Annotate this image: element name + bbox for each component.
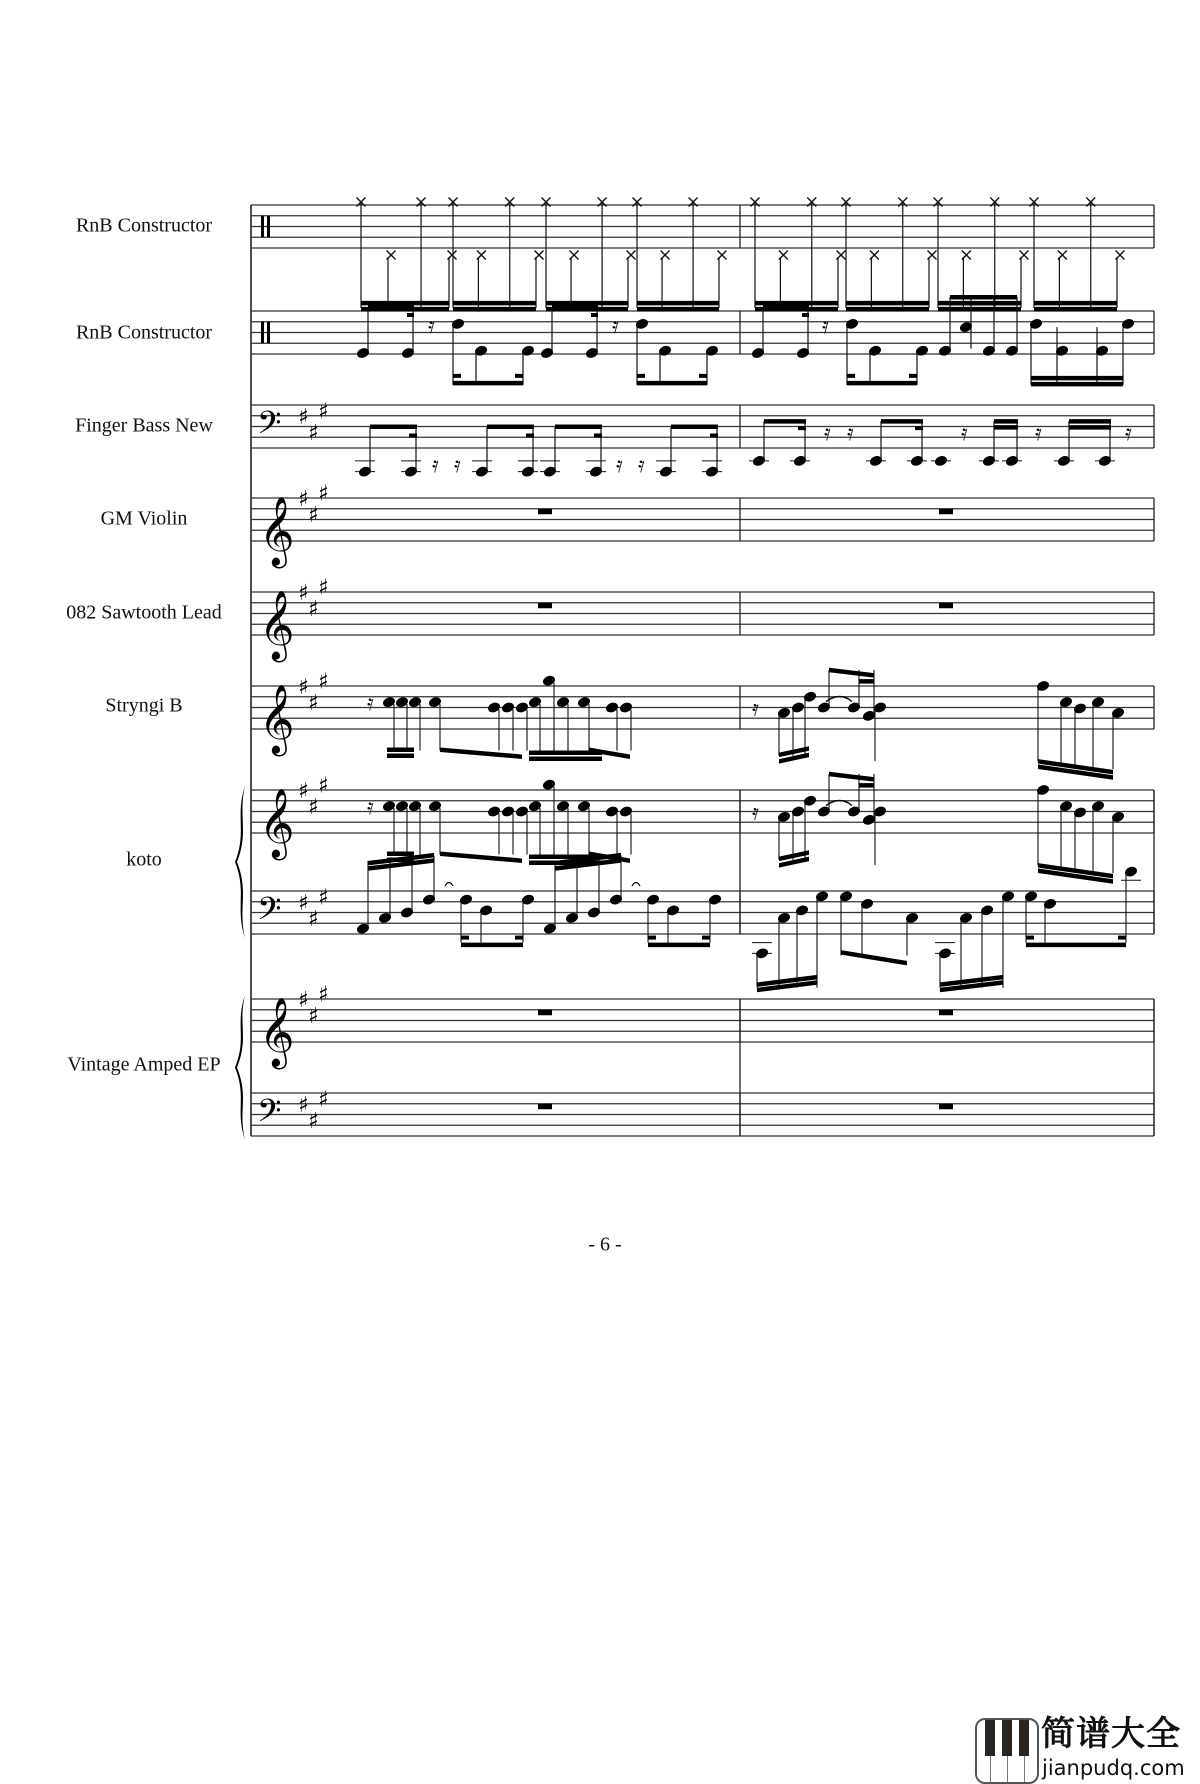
whole-rest-icon xyxy=(939,509,953,515)
svg-text:♯: ♯ xyxy=(308,1108,319,1134)
svg-text:♯: ♯ xyxy=(298,404,309,430)
sixteenth-rest-icon: 𝄿 xyxy=(1035,420,1042,446)
key-signature-icon xyxy=(298,482,329,529)
svg-text:♯: ♯ xyxy=(308,420,319,446)
svg-text:♯: ♯ xyxy=(308,691,319,717)
sixteenth-rest-icon: 𝄿 xyxy=(432,453,439,479)
key-signature-icon xyxy=(298,670,329,717)
stryngi-b-notes xyxy=(367,668,1125,780)
brace-icon xyxy=(235,786,245,938)
staff-finger-bass-new xyxy=(251,399,1154,448)
treble-clef-icon: 𝄞 xyxy=(259,788,295,858)
sixteenth-rest-icon: 𝄿 xyxy=(367,691,374,717)
whole-rest-icon xyxy=(939,1104,953,1110)
staff-082-sawtooth-lead xyxy=(251,576,1154,662)
svg-text:♯: ♯ xyxy=(318,399,329,425)
watermark-url: jianpudq.com xyxy=(1042,1756,1185,1780)
staff-rnb-constructor xyxy=(251,205,1154,248)
key-signature-icon xyxy=(298,576,329,623)
sixteenth-rest-icon: 𝄿 xyxy=(638,453,645,479)
key-signature-icon xyxy=(298,885,329,932)
sixteenth-rest-icon: 𝄿 xyxy=(961,420,968,446)
svg-text:♯: ♯ xyxy=(318,773,329,799)
whole-rest-icon xyxy=(538,603,552,609)
svg-text:♯: ♯ xyxy=(308,1004,319,1030)
sixteenth-rest-icon: 𝄿 xyxy=(367,795,374,821)
staff-rnb-constructor xyxy=(251,311,1154,354)
brace-icon xyxy=(235,995,245,1140)
instrument-label: 082 Sawtooth Lead xyxy=(66,601,222,624)
whole-rest-icon xyxy=(538,509,552,515)
koto-bass-notes xyxy=(356,853,1141,992)
svg-text:♯: ♯ xyxy=(298,779,309,804)
sixteenth-rest-icon: 𝄿 xyxy=(612,313,619,339)
svg-text:♯: ♯ xyxy=(298,675,309,700)
sixteenth-rest-icon: 𝄿 xyxy=(822,313,829,339)
sixteenth-rest-icon: 𝄿 xyxy=(752,696,759,722)
whole-rest-icon xyxy=(538,1104,552,1110)
treble-clef-icon: 𝄞 xyxy=(259,590,295,660)
bass-clef-icon: 𝄢 xyxy=(257,1092,282,1137)
instrument-label: koto xyxy=(126,848,162,871)
svg-text:♯: ♯ xyxy=(318,1087,329,1113)
key-signature-icon xyxy=(298,774,329,821)
instrument-label: RnB Constructor xyxy=(75,214,213,237)
page-number: - 6 - xyxy=(588,1233,622,1256)
svg-text:♯: ♯ xyxy=(308,503,319,529)
treble-clef-icon: 𝄞 xyxy=(259,997,295,1067)
svg-text:♯: ♯ xyxy=(308,795,319,821)
svg-text:♯: ♯ xyxy=(318,481,329,507)
watermark-title: 简谱大全 xyxy=(1041,1714,1181,1754)
sixteenth-rest-icon: 𝄿 xyxy=(1125,420,1132,446)
instrument-label: GM Violin xyxy=(100,507,188,530)
instrument-label: Vintage Amped EP xyxy=(67,1053,221,1076)
sixteenth-rest-icon: 𝄿 xyxy=(454,453,461,479)
svg-text:♯: ♯ xyxy=(298,1092,309,1118)
fermata-tie-icon xyxy=(632,883,640,887)
whole-rest-icon xyxy=(939,603,953,609)
staff-stryngi-b xyxy=(251,670,1154,756)
sixteenth-rest-icon: 𝄿 xyxy=(428,313,435,339)
svg-text:♯: ♯ xyxy=(318,982,329,1008)
instrument-label: Finger Bass New xyxy=(75,414,213,437)
instrument-label: RnB Constructor xyxy=(75,321,213,344)
svg-text:♯: ♯ xyxy=(298,988,309,1013)
svg-text:♯: ♯ xyxy=(308,906,319,932)
watermark-logo[interactable] xyxy=(975,1712,1200,1784)
koto-treble-notes xyxy=(367,772,1125,884)
key-signature-icon xyxy=(298,399,329,446)
svg-text:♯: ♯ xyxy=(308,597,319,623)
instrument-label: Stryngi B xyxy=(105,694,183,717)
svg-text:♯: ♯ xyxy=(318,575,329,601)
svg-text:♯: ♯ xyxy=(298,581,309,606)
key-signature-icon xyxy=(298,983,329,1030)
sixteenth-rest-icon: 𝄿 xyxy=(752,800,759,826)
treble-clef-icon: 𝄞 xyxy=(259,496,295,566)
bass-notes xyxy=(355,419,1132,478)
svg-text:♯: ♯ xyxy=(318,669,329,695)
svg-text:♯: ♯ xyxy=(298,487,309,512)
whole-rest-icon xyxy=(939,1010,953,1016)
sixteenth-rest-icon: 𝄿 xyxy=(824,420,831,446)
piano-keys-icon xyxy=(975,1718,1039,1784)
bass-clef-icon: 𝄢 xyxy=(257,404,282,449)
whole-rest-icon xyxy=(538,1010,552,1016)
sixteenth-rest-icon: 𝄿 xyxy=(847,420,854,446)
treble-clef-icon: 𝄞 xyxy=(259,684,295,754)
svg-text:♯: ♯ xyxy=(298,890,309,916)
sixteenth-rest-icon: 𝄿 xyxy=(616,453,623,479)
staff-gm-violin xyxy=(251,482,1154,568)
key-signature-icon xyxy=(298,1087,329,1134)
staff-vintage-amped-ep xyxy=(235,983,1154,1140)
bass-clef-icon: 𝄢 xyxy=(257,890,282,935)
svg-text:♯: ♯ xyxy=(318,885,329,911)
fermata-tie-icon xyxy=(445,883,453,887)
